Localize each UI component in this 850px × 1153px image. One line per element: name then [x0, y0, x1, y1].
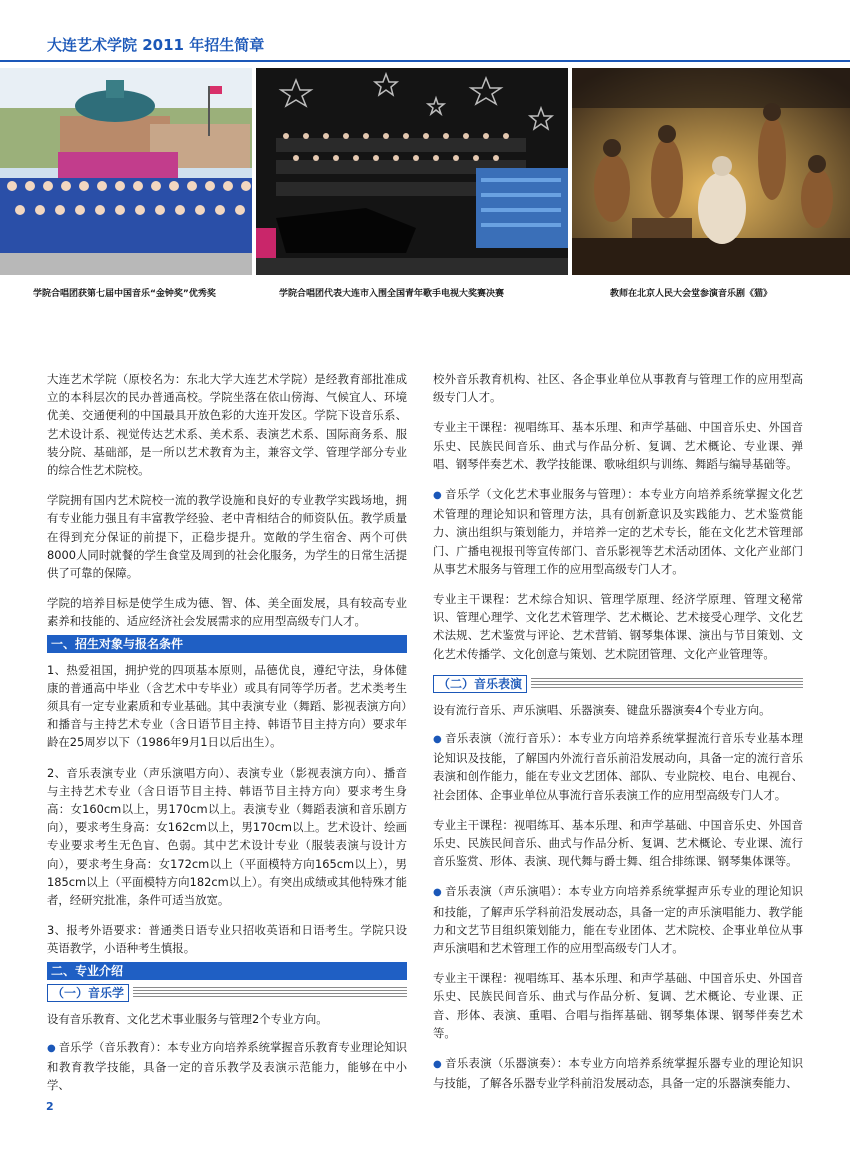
musicology-intro: 设有音乐教育、文化艺术事业服务与管理2个专业方向。	[47, 1011, 328, 1026]
section-heading-admissions: 一、招生对象与报名条件	[47, 635, 407, 653]
core-courses-3: 专业主干课程：视唱练耳、基本乐理、和声学基础、中国音乐史、外国音乐史、民族民间音乐、曲式与作品分析、复调、艺术概论、专业课、流行音乐鉴赏、形体、表演、现代舞与爵士舞、组合排练课、钢琴集体课等。	[433, 817, 803, 869]
subsection-heading-performance	[433, 675, 803, 693]
page-header-title: 大连艺术学院 2011 年招生简章	[47, 36, 265, 54]
intro-paragraph-2: 学院拥有国内艺术院校一流的教学设施和良好的专业教学实践场地，拥有专业能力强且有丰富教学经验、老中青相结合的师资队伍。教学质量在得到充分保证的前提下，正稳步提升。宽敞的学生宿舍、两个可供8000人同时就餐的学生食堂及周到的社会化服务，为学生的日常生活提供了可靠的保障。	[47, 493, 407, 581]
subsection-heading-musicology	[47, 984, 407, 1002]
subsection-label: （二）音乐表演	[433, 675, 527, 693]
vocal-paragraph	[433, 882, 803, 957]
choir-group-photo	[0, 68, 252, 275]
bullet-icon: ●	[433, 490, 443, 502]
bullet-icon: ●	[433, 1059, 443, 1071]
instrument-paragraph	[433, 1054, 803, 1092]
heading-stripe	[531, 678, 803, 690]
intro-paragraph-1: 大连艺术学院（原校名为：东北大学大连艺术学院）是经教育部批准成立的本科层次的民办普通高校。学院坐落在依山傍海、气候宜人、环境优美、交通便利的中国最具开放色彩的大连开发区。学院下设音乐系、艺术设计系、视觉传达艺术系、美术系、表演艺术系、国际商务系、服装分院、基础部，是一所以艺术教育为主，兼容文学、管理学部分专业的综合性艺术院校。	[47, 372, 407, 478]
photo-caption-2: 学院合唱团代表大连市入围全国青年歌手电视大奖赛决赛	[279, 289, 505, 299]
requirement-item-1: 1、热爱祖国，拥护党的四项基本原则，品德优良，遵纪守法，身体健康的普通高中毕业（含艺术中专毕业）或具有同等学历者。艺术类考生须具有一定专业素质和专业基础。其中表演专业（舞蹈、影视表演方向）和播音与主持艺术专业（含日语节目主持、韩语节目主持方向）要求年龄在25周岁以下（1986年9月1日以后出生）。	[47, 662, 407, 750]
music-education-text: 音乐学（音乐教育）：本专业方向培养系统掌握音乐教育专业理论知识和教育教学技能，具备一定的音乐教学及表演示范能力，能够在中小学、	[47, 1039, 407, 1093]
dance-performance-photo	[572, 68, 850, 275]
pop-music-paragraph	[433, 729, 803, 804]
core-courses-1: 专业主干课程：视唱练耳、基本乐理、和声学基础、中国音乐史、外国音乐史、民族民间音乐、曲式与作品分析、复调、艺术概论、专业课、弹唱、钢琴伴奏艺术、教学技能课、歌咏组织与训练、舞蹈与编导基础等。	[433, 420, 803, 471]
instrument-text: 音乐表演（乐器演奏）：本专业方向培养系统掌握乐器专业的理论知识与技能，了解各乐器专业学科前沿发展动态，具备一定的乐器演奏能力、	[433, 1056, 803, 1091]
right-column	[433, 370, 803, 1105]
culture-management-paragraph	[433, 485, 803, 578]
subsection-label: （一）音乐学	[47, 984, 129, 1002]
bullet-icon: ●	[433, 887, 443, 899]
left-column	[47, 370, 407, 1107]
core-courses-4: 专业主干课程：视唱练耳、基本乐理、和声学基础、中国音乐史、外国音乐史、民族民间音乐、曲式与作品分析、复调、艺术概论、专业课、正音、形体、表演、重唱、合唱与指挥基础、钢琴集体课、钢琴伴奏艺术等。	[433, 971, 803, 1040]
music-education-continued: 校外音乐教育机构、社区、各企事业单位从事教育与管理工作的应用型高级专门人才。	[433, 372, 803, 405]
vocal-text: 音乐表演（声乐演唱）：本专业方向培养系统掌握声乐专业的理论知识和技能，了解声乐学科前沿发展动态，具备一定的声乐演唱能力、教学能力和文艺节目组织策划能力，能在专业团体、艺术院校、企事业单位从事声乐演唱和艺术管理工作的应用型高级专门人才。	[433, 884, 803, 956]
header-rule	[0, 60, 850, 62]
requirement-item-3: 3、报考外语要求：普通类日语专业只招收英语和日语考生。学院只设英语教学，小语种考生慎报。	[47, 923, 407, 956]
photo-caption-1: 学院合唱团获第七届中国音乐“金钟奖”优秀奖	[33, 289, 216, 299]
intro-paragraph-3: 学院的培养目标是使学生成为德、智、体、美全面发展，具有较高专业素养和技能的、适应经济社会发展需求的应用型高级专门人才。	[47, 596, 407, 629]
choir-stage-photo	[256, 68, 568, 275]
section-heading-majors: 二、专业介绍	[47, 962, 407, 980]
requirement-item-2: 2、音乐表演专业（声乐演唱方向）、表演专业（影视表演方向）、播音与主持艺术专业（含日语节目主持、韩语节目主持方向）要求考生身高：女160cm以上，男170cm以上。表演专业（舞蹈表演和音乐剧方向），要求考生身高：女162cm以上，男170cm以上。艺术设计、绘画专业要求考生无色盲、色弱。其中艺术设计专业（服装表演与设计方向），要求考生身高：女172cm以上（平面模特方向165cm以上），男185cm以上（平面模特方向182cm以上）。有突出成绩或其他特殊才能者，经研究批准，条件可适当放宽。	[47, 765, 407, 908]
performance-intro: 设有流行音乐、声乐演唱、乐器演奏、键盘乐器演奏4个专业方向。	[433, 702, 771, 717]
bullet-icon: ●	[433, 734, 443, 746]
photo-caption-3: 教师在北京人民大会堂参演音乐剧《猫》	[610, 289, 773, 299]
music-education-paragraph	[47, 1038, 407, 1095]
culture-management-text: 音乐学（文化艺术事业服务与管理）：本专业方向培养系统掌握文化艺术管理的理论知识和管理方法，具有创新意识及实践能力、艺术鉴赏能力、演出组织与策划能力，并培养一定的艺术专长，能在文化艺术管理部门、广播电视报刊等宣传部门、音乐影视等艺术活动团体、文化产业部门从事艺术服务与管理工作的应用型高级专门人才。	[433, 487, 803, 576]
page-number: 2	[46, 1100, 54, 1113]
pop-music-text: 音乐表演（流行音乐）：本专业方向培养系统掌握流行音乐专业基本理论知识及技能，了解国内外流行音乐前沿发展动向，具备一定的流行音乐表演和创作能力，能在专业文艺团体、部队、专业院校、电台、电视台、社会团体、企事业单位从事流行音乐表演工作的应用型高级专门人才。	[433, 731, 803, 802]
bullet-icon: ●	[47, 1042, 56, 1054]
heading-stripe	[133, 987, 407, 999]
core-courses-2: 专业主干课程：艺术综合知识、管理学原理、经济学原理、管理文秘常识、管理心理学、文化艺术管理学、艺术概论、艺术接受心理学、文化艺术法规、艺术鉴赏与评论、艺术营销、钢琴集体课、演出与节目策划、文化艺术传播学、文化创意与策划、艺术院团管理、文化产业管理等。	[433, 592, 803, 661]
